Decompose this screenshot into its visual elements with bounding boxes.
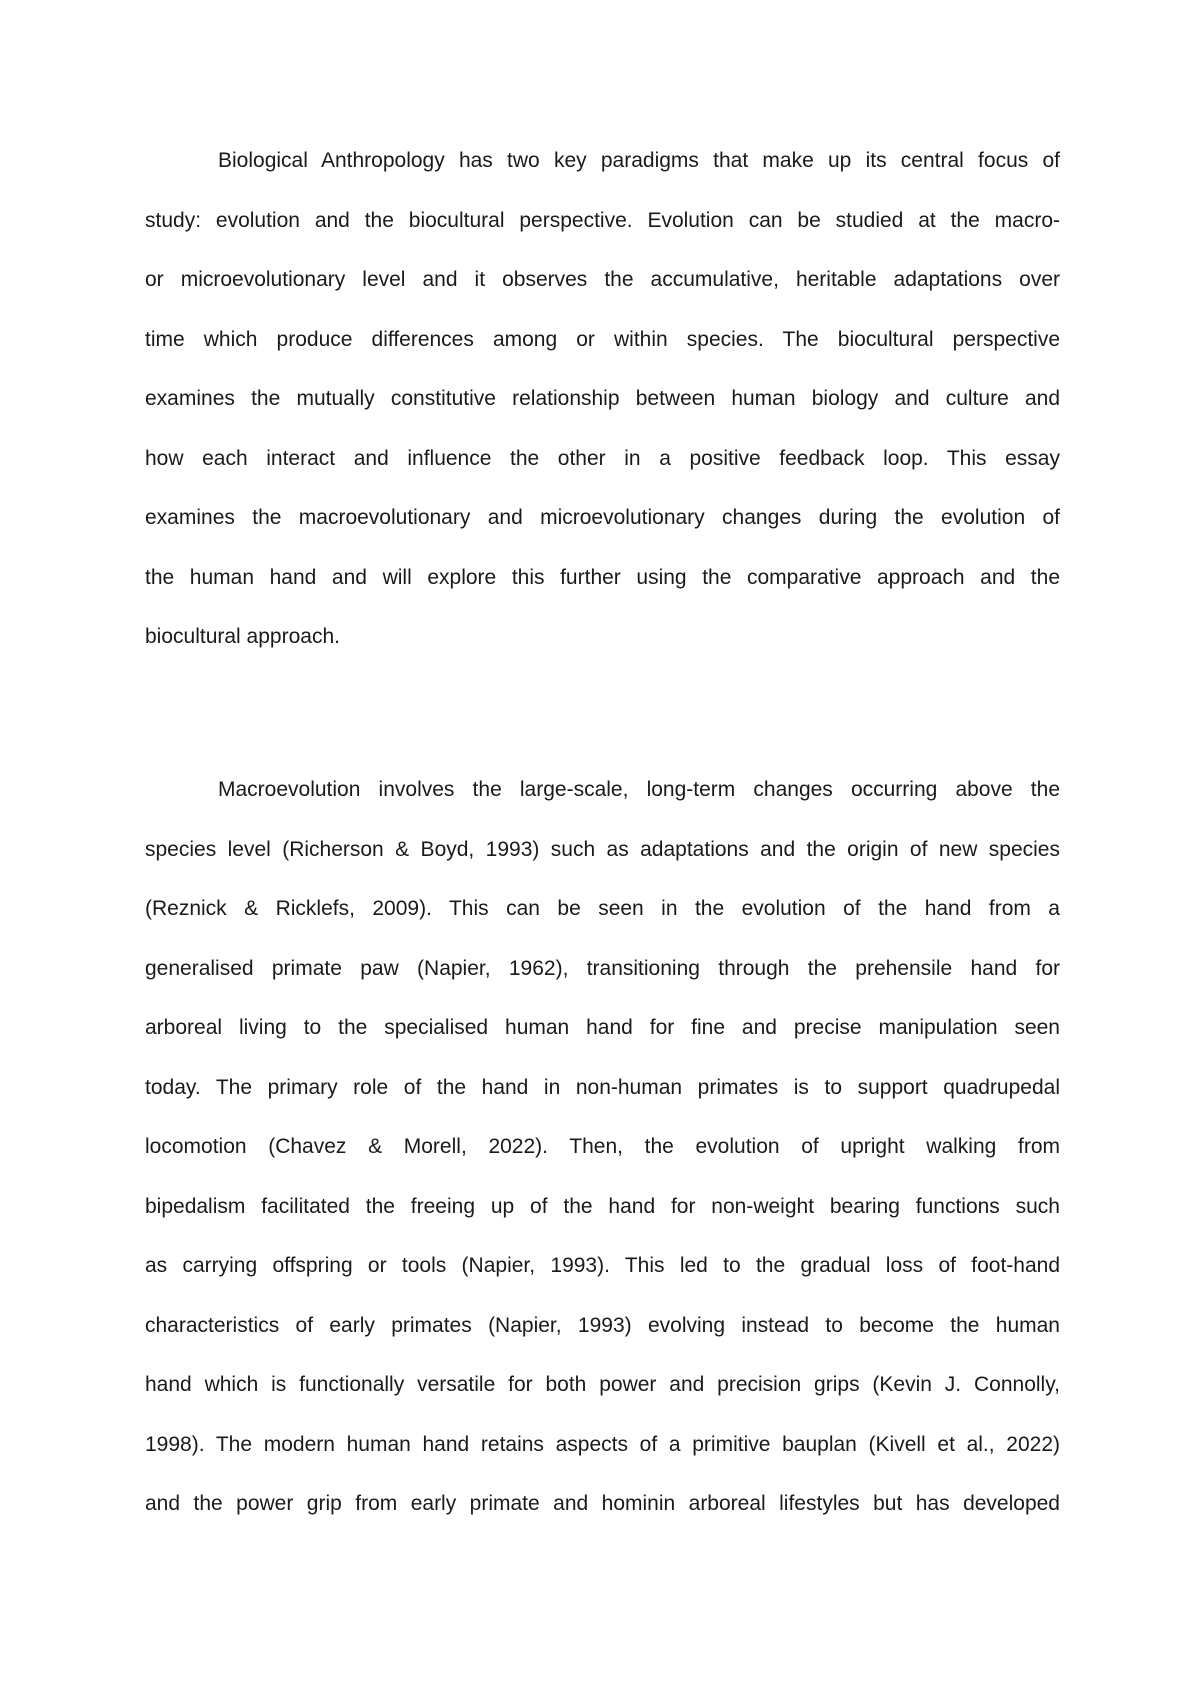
paragraph-line: species level (Richerson & Boyd, 1993) such as adaptations and the origin of new species [145, 837, 1060, 861]
paragraph-line: locomotion (Chavez & Morell, 2022). Then, the evolution of upright walking from [145, 1135, 1060, 1158]
paragraph-line: Biological Anthropology has two key paradigms that make up its central focus of [218, 149, 1060, 172]
paragraph-line: examines the mutually constitutive relationship between human biology and culture and [145, 387, 1060, 410]
paragraph-line: bipedalism facilitated the freeing up of the hand for non-weight bearing functions such [145, 1194, 1060, 1218]
paragraph-line: 1998). The modern human hand retains aspects of a primitive bauplan (Kivell et al., 2022) [145, 1432, 1060, 1456]
paragraph-line: the human hand and will explore this further using the comparative approach and the [145, 565, 1060, 589]
paragraph-introduction [145, 131, 1060, 667]
paragraph-line: arboreal living to the specialised human hand for fine and precise manipulation seen [145, 1016, 1060, 1039]
paragraph-line: how each interact and influence the other in a positive feedback loop. This essay [145, 446, 1060, 470]
paragraph-line: characteristics of early primates (Napier, 1993) evolving instead to become the human [145, 1313, 1060, 1337]
paragraph-line: and the power grip from early primate and hominin arboreal lifestyles but has developed [145, 1492, 1060, 1515]
paragraph-line: (Reznick & Ricklefs, 2009). This can be seen in the evolution of the hand from a [145, 897, 1060, 920]
paragraph-macroevolution [145, 760, 1060, 1534]
paragraph-line: Macroevolution involves the large-scale, long-term changes occurring above the [218, 778, 1060, 801]
paragraph-line: hand which is functionally versatile for both power and precision grips (Kevin J. Connolly, [145, 1373, 1060, 1396]
paragraph-line: generalised primate paw (Napier, 1962), transitioning through the prehensile hand for [145, 956, 1060, 980]
paragraph-line: study: evolution and the biocultural perspective. Evolution can be studied at the macro- [145, 208, 1060, 232]
paragraph-line: biocultural approach. [145, 625, 340, 648]
paragraph-line: examines the macroevolutionary and microevolutionary changes during the evolution of [145, 506, 1060, 529]
paragraph-line: today. The primary role of the hand in non-human primates is to support quadrupedal [145, 1075, 1060, 1099]
paragraph-line: time which produce differences among or within species. The biocultural perspective [145, 327, 1060, 351]
paragraph-line: or microevolutionary level and it observes the accumulative, heritable adaptations over [145, 268, 1060, 291]
paragraph-line: as carrying offspring or tools (Napier, 1993). This led to the gradual loss of foot-hand [145, 1254, 1060, 1277]
